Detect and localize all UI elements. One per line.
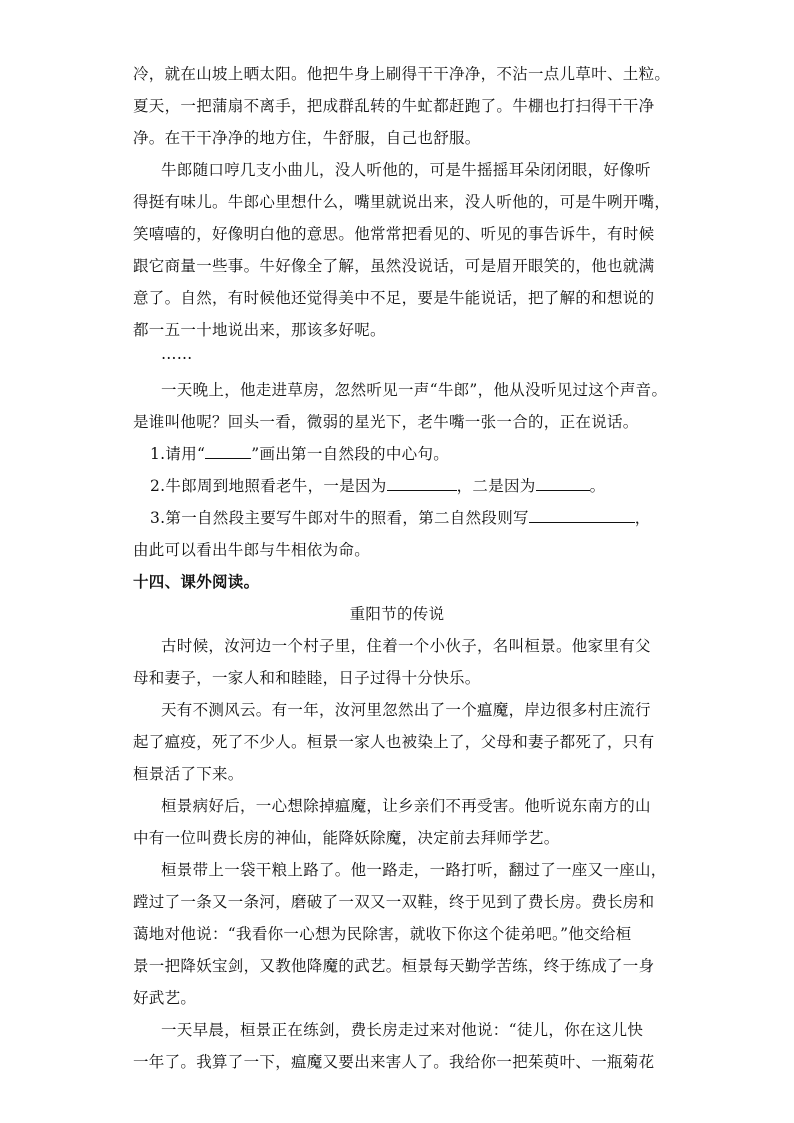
article-line: 蔼地对他说：“我看你一心想为民除害，就收下你这个徒弟吧。”他交给桓 xyxy=(133,925,632,943)
article-line: 桓景带上一袋干粮上路了。他一路走，一路打听，翻过了一座又一座山， xyxy=(161,861,667,879)
article-title: 重阳节的传说 xyxy=(349,605,445,623)
passage-line: 笑嘻嘻的，好像明白他的意思。他常常把看见的、听见的事告诉牛，有时候 xyxy=(133,225,655,243)
passage-line: 跟它商量一些事。牛好像全了解，虽然没说话，可是眉开眼笑的，他也就满 xyxy=(133,257,655,275)
passage-line: 夏天，一把蒲扇不离手，把成群乱转的牛虻都赶跑了。牛棚也打扫得干干净 xyxy=(133,97,655,115)
question-3: 3.第一自然段主要写牛郎对牛的照看，第二自然段则写 ， xyxy=(150,509,651,527)
section-heading: 十四、课外阅读。 xyxy=(133,573,260,591)
article-line: 母和妻子，一家人和和睦睦，日子过得十分快乐。 xyxy=(133,669,481,687)
passage-line: 意了。自然，有时候他还觉得美中不足，要是牛能说话，把了解的和想说的 xyxy=(133,289,655,307)
passage-line: 牛郎随口哼几支小曲儿，没人听他的，可是牛摇摇耳朵闭闭眼，好像听 xyxy=(161,161,651,179)
question-1: 1.请用“ ”画出第一自然段的中心句。 xyxy=(150,445,450,463)
passage-line: 一天晚上，他走进草房，忽然听见一声“牛郎”，他从没听见过这个声音。 xyxy=(161,381,668,399)
passage-line: 是谁叫他呢？回头一看，微弱的星光下，老牛嘴一张一合的，正在说话。 xyxy=(133,413,639,431)
article-line: 桓景病好后，一心想除掉瘟魔，让乡亲们不再受害。他听说东南方的山 xyxy=(161,797,651,815)
article-line: 起了瘟疫，死了不少人。桓景一家人也被染上了，父母和妻子都死了，只有 xyxy=(133,733,655,751)
ellipsis: …… xyxy=(161,345,193,363)
article-line: 桓景活了下来。 xyxy=(133,765,244,783)
article-line: 景一把降妖宝剑，又教他降魔的武艺。桓景每天勤学苦练，终于练成了一身 xyxy=(133,957,655,975)
article-line: 蹚过了一条又一条河，磨破了一双又一双鞋，终于见到了费长房。费长房和 xyxy=(133,893,655,911)
answer-blank[interactable] xyxy=(387,476,457,491)
article-line: 中有一位叫费长房的神仙，能降妖除魔，决定前去拜师学艺。 xyxy=(133,829,560,847)
passage-line: 净。在干干净净的地方住，牛舒服，自己也舒服。 xyxy=(133,129,481,147)
article-line: 好武艺。 xyxy=(133,989,197,1007)
answer-blank[interactable] xyxy=(205,444,251,459)
passage-line: 冷，就在山坡上晒太阳。他把牛身上刷得干干净净，不沾一点儿草叶、土粒。 xyxy=(133,65,671,83)
question-2: 2.牛郎周到地照看老牛，一是因为 ，二是因为 。 xyxy=(150,477,606,495)
article-line: 天有不测风云。有一年，汝河里忽然出了一个瘟魔，岸边很多村庄流行 xyxy=(161,701,651,719)
article-line: 古时候，汝河边一个村子里，住着一个小伙子，名叫桓景。他家里有父 xyxy=(161,637,651,655)
article-line: 一天早晨，桓景正在练剑，费长房走过来对他说：“徒儿，你在这儿快 xyxy=(161,1021,644,1039)
passage-line: 得挺有味儿。牛郎心里想什么，嘴里就说出来，没人听他的，可是牛咧开嘴， xyxy=(133,193,671,211)
passage-line: 都一五一十地说出来，那该多好呢。 xyxy=(133,321,386,339)
article-line: 一年了。我算了一下，瘟魔又要出来害人了。我给你一把茱萸叶、一瓶菊花 xyxy=(133,1053,655,1071)
answer-blank[interactable] xyxy=(529,508,635,523)
answer-blank[interactable] xyxy=(536,476,590,491)
question-3-line2: 由此可以看出牛郎与牛相依为命。 xyxy=(133,541,371,559)
